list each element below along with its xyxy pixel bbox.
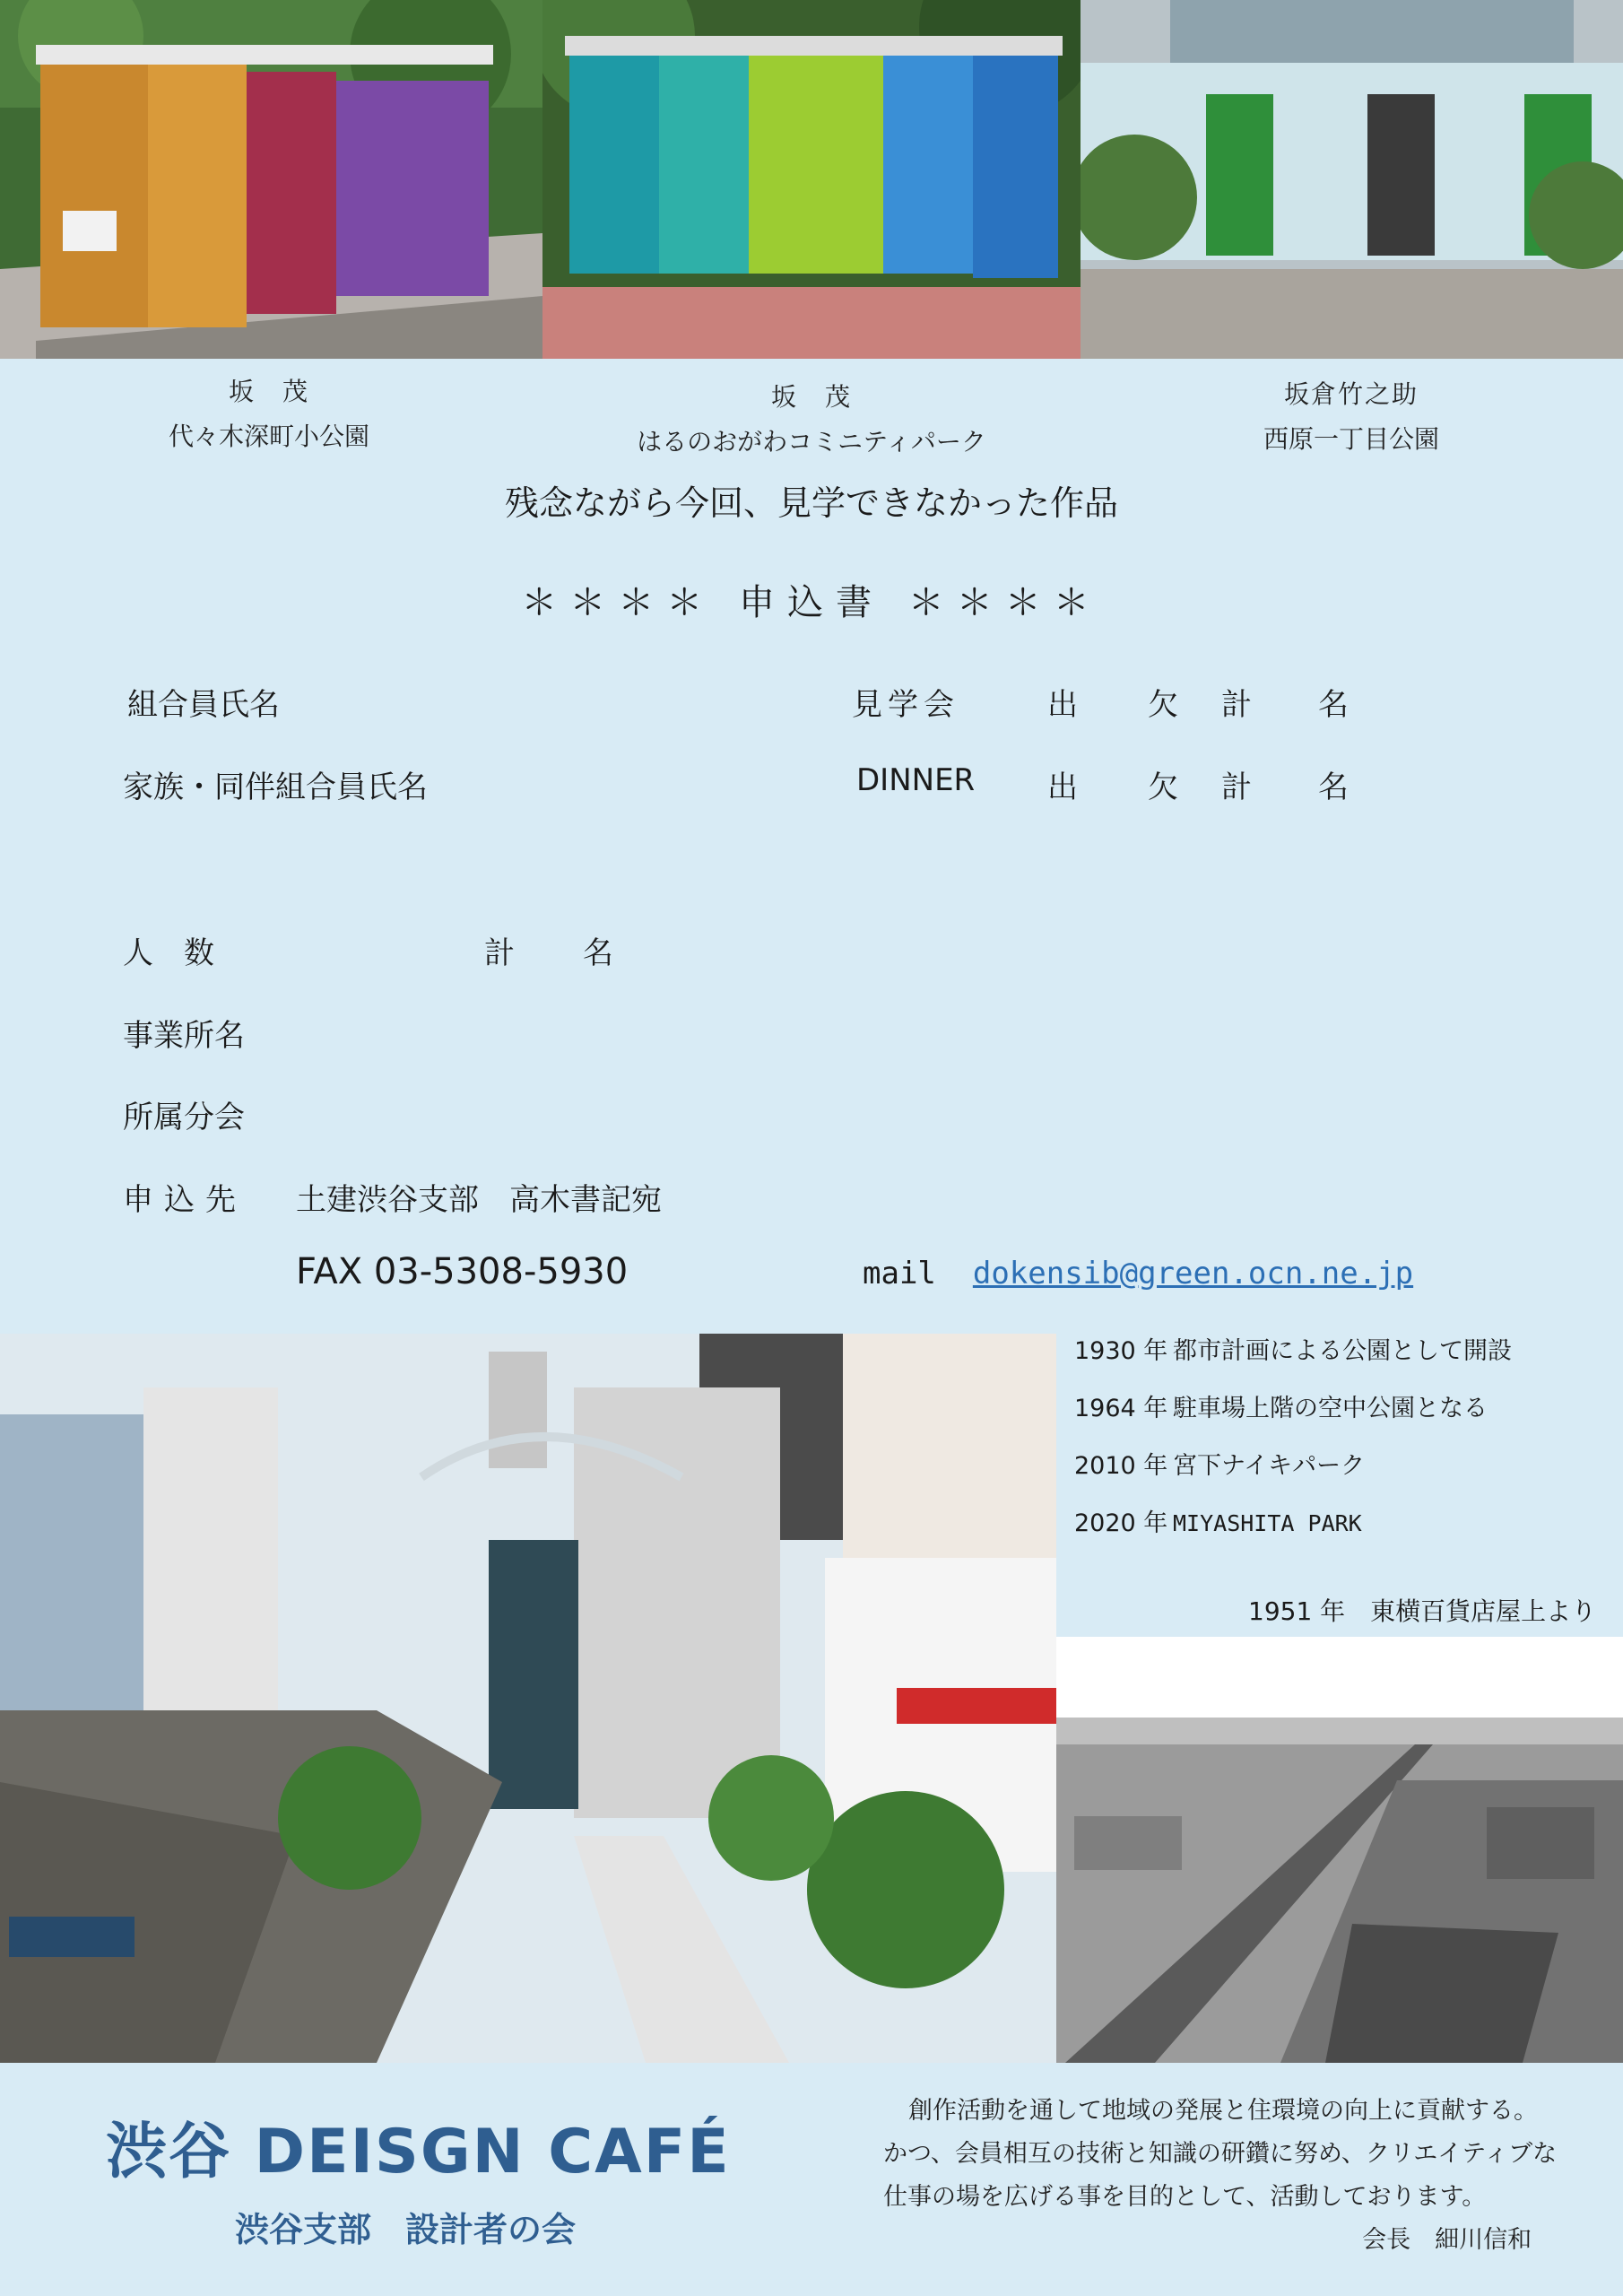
missed-works-caption: 残念ながら今回、見学できなかった作品 xyxy=(504,483,1118,523)
mission-line: かつ、会員相互の技術と知識の研鑽に努め、クリエイティブな xyxy=(883,2140,1558,2168)
timeline-row xyxy=(1074,1504,1512,1561)
mission-line: 仕事の場を広げる事を目的として、活動しております。 xyxy=(883,2183,1487,2211)
apply-to-value: 土建渋谷支部 高木書記宛 xyxy=(296,1182,662,1218)
footer-title: 渋谷 DEISGN CAFÉ xyxy=(106,2117,731,2187)
photo-yoyogi-fukamachi-toilet xyxy=(0,0,542,359)
timeline-year: 1964 年 xyxy=(1074,1395,1168,1422)
work-caption-3 xyxy=(1082,372,1620,462)
timeline-year: 1930 年 xyxy=(1074,1337,1168,1365)
mission-statement xyxy=(883,2090,1557,2262)
tour-total: 計 xyxy=(1221,687,1252,723)
work-architect: 坂 茂 xyxy=(770,382,852,412)
mail-line xyxy=(863,1256,1413,1292)
work-architect: 坂 茂 xyxy=(228,377,309,406)
footer-subtitle: 渋谷支部 設計者の会 xyxy=(235,2210,577,2249)
president-name: 会長 細川信和 xyxy=(1362,2226,1532,2254)
family-label: 家族・同伴組合員氏名 xyxy=(123,770,428,805)
work-architect: 坂倉竹之助 xyxy=(1283,379,1419,409)
headcount-label: 人 数 xyxy=(123,935,214,971)
apply-to-label: 申込先 xyxy=(123,1182,247,1218)
timeline-event: 都市計画による公園として開設 xyxy=(1173,1337,1512,1365)
timeline-year: 2020 年 xyxy=(1074,1509,1168,1537)
timeline-year: 2010 年 xyxy=(1074,1452,1168,1480)
work-caption-2 xyxy=(542,375,1081,465)
dinner-label: DINNER xyxy=(856,762,976,798)
tour-attend: 出 xyxy=(1047,687,1078,723)
historic-photo-caption: 1951 年 東横百貨店屋上より xyxy=(1248,1596,1597,1626)
photo-miyashita-park xyxy=(0,1334,1056,2063)
tour-label: 見学会 xyxy=(852,687,959,723)
mail-label: mail xyxy=(863,1256,936,1292)
timeline-event: MIYASHITA PARK xyxy=(1173,1510,1362,1536)
timeline-row xyxy=(1074,1447,1512,1504)
photo-nishihara-toilet xyxy=(1081,0,1623,359)
work-caption-1 xyxy=(0,370,538,459)
headcount-total: 計 xyxy=(484,935,515,971)
miyashita-timeline xyxy=(1074,1332,1512,1561)
form-title: ＊＊＊＊ 申込書 ＊＊＊＊ xyxy=(521,582,1102,623)
work-location: はるのおがわコミニティパーク xyxy=(637,427,986,457)
work-location: 代々木深町小公園 xyxy=(168,422,369,451)
tour-absent: 欠 xyxy=(1148,687,1178,723)
dinner-attend: 出 xyxy=(1047,770,1078,805)
work-location: 西原一丁目公園 xyxy=(1263,424,1439,454)
dinner-unit: 名 xyxy=(1318,770,1349,805)
timeline-event: 駐車場上階の空中公園となる xyxy=(1173,1395,1488,1422)
dinner-total: 計 xyxy=(1221,770,1252,805)
timeline-row xyxy=(1074,1332,1512,1389)
mission-line: 創作活動を通して地域の発展と住環境の向上に貢献する。 xyxy=(908,2097,1538,2125)
headcount-unit: 名 xyxy=(583,935,613,971)
office-label: 事業所名 xyxy=(123,1018,245,1054)
fax-number: FAX 03-5308-5930 xyxy=(296,1251,629,1292)
branch-label: 所属分会 xyxy=(123,1100,245,1135)
photo-1951-historic xyxy=(1056,1637,1623,2063)
timeline-event: 宮下ナイキパーク xyxy=(1173,1452,1366,1480)
tour-unit: 名 xyxy=(1318,687,1349,723)
photo-harunoogawa-toilet xyxy=(542,0,1081,359)
dinner-absent: 欠 xyxy=(1148,770,1178,805)
member-name-label: 組合員氏名 xyxy=(127,687,280,723)
timeline-row xyxy=(1074,1389,1512,1447)
mail-link[interactable]: dokensib@green.ocn.ne.jp xyxy=(972,1256,1414,1292)
